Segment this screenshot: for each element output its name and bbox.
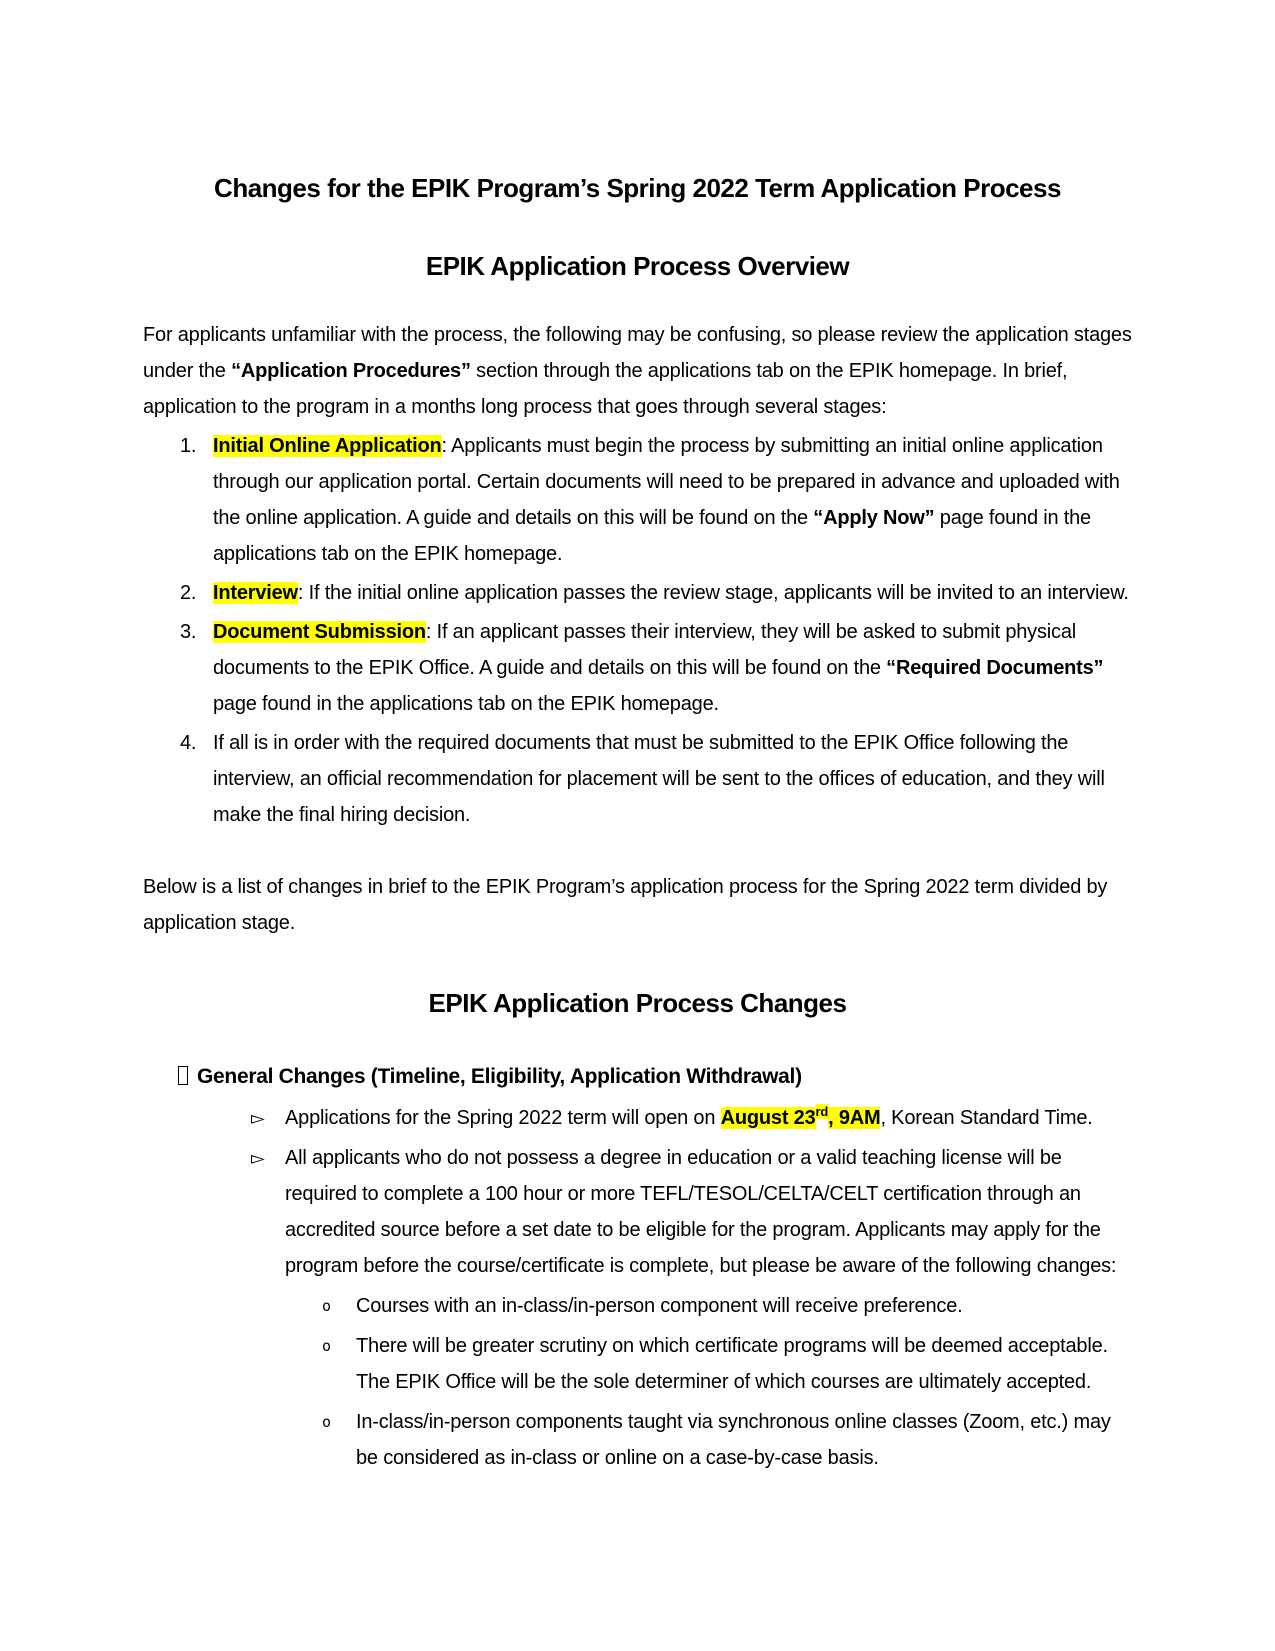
- changes-heading: EPIK Application Process Changes: [428, 988, 847, 1018]
- circle-bullet-icon: o: [322, 1413, 331, 1431]
- list-item: [143, 614, 1132, 722]
- circle-bullet-icon: o: [322, 1337, 331, 1355]
- bullet-list: [143, 1100, 1132, 1476]
- document-title: Changes for the EPIK Program’s Spring 2022 Term Application Process: [214, 173, 1061, 203]
- sub-bullet-item: [143, 1328, 1132, 1400]
- text-run: : If the initial online application passes the review stage, applicants will be invited to an interview.: [297, 582, 1129, 604]
- list-number: 3.: [180, 621, 197, 643]
- list-item: [143, 575, 1132, 611]
- list-number: 1.: [180, 435, 197, 457]
- highlighted-text: August 23: [720, 1107, 816, 1129]
- summary-paragraph: Below is a list of changes in brief to the EPIK Program’s application process for the Spring 2022 term divided by application stage.: [143, 876, 1108, 934]
- text-run: Applications for the Spring 2022 term will open on: [285, 1107, 721, 1129]
- text-run: “Application Procedures”: [231, 360, 471, 382]
- text-run: There will be greater scrutiny on which certificate programs will be deemed acceptable. The EPIK Office will be the sole determiner of which courses are ultimately accepted.: [356, 1335, 1108, 1393]
- general-changes-heading: [178, 1062, 1132, 1092]
- general-changes-heading-text: General Changes (Timeline, Eligibility, Application Withdrawal): [197, 1065, 802, 1088]
- sub-bullet-item: [143, 1404, 1132, 1476]
- text-run: page found in the applications tab on the EPIK homepage.: [213, 693, 719, 715]
- text-run: section through the applications tab on the EPIK homepage. In brief, application to the program in a months long process that goes through several stages:: [143, 360, 1068, 418]
- text-run: All applicants who do not possess a degree in education or a valid teaching license will be required to complete a 100 hour or more TEFL/TESOL/CELTA/CELT certification through an accredited source before a set date to be eligible for the program. Applicants may apply for the program before the course/certificate is complete, but please be aware of the following changes:: [285, 1147, 1117, 1277]
- bullet-item: [143, 1100, 1132, 1136]
- text-run: Courses with an in-class/in-person component will receive preference.: [356, 1295, 963, 1317]
- highlighted-text: rd: [815, 1104, 829, 1120]
- highlighted-text: Interview: [213, 582, 298, 604]
- text-run: “Required Documents”: [886, 657, 1104, 679]
- highlighted-text: Document Submission: [213, 621, 426, 643]
- text-run: For applicants unfamiliar with the process, the following may be confusing, so please review the application stages under the: [143, 324, 1132, 382]
- arrow-bullet-icon: ▻: [251, 1108, 265, 1129]
- list-item: [143, 725, 1132, 833]
- list-number: 2.: [180, 582, 197, 604]
- highlighted-text: , 9AM: [828, 1107, 881, 1129]
- highlighted-text: Initial Online Application: [213, 435, 442, 457]
- text-run: page found in the applications tab on the EPIK homepage.: [213, 507, 1091, 565]
- numbered-list: [143, 428, 1132, 833]
- sub-bullet-item: [143, 1288, 1132, 1324]
- overview-heading: EPIK Application Process Overview: [425, 251, 850, 281]
- text-run: : If an applicant passes their interview, they will be asked to submit physical documents to the EPIK Office. A guide and details on this will be found on the: [213, 621, 1076, 679]
- missing-glyph-box-icon: [178, 1066, 188, 1085]
- list-item: [143, 428, 1132, 572]
- intro-paragraph: [143, 317, 1132, 425]
- list-number: 4.: [180, 732, 197, 754]
- text-run: “Apply Now”: [813, 507, 935, 529]
- text-run: , Korean Standard Time.: [880, 1107, 1093, 1129]
- circle-bullet-icon: o: [322, 1297, 331, 1315]
- text-run: In-class/in-person components taught via synchronous online classes (Zoom, etc.) may be considered as in-class or online on a case-by-case basis.: [356, 1411, 1111, 1469]
- text-run: : Applicants must begin the process by submitting an initial online application through our application portal. Certain documents will need to be prepared in advance and uploaded with the online application. A guide and details on this will be found on the: [213, 435, 1120, 529]
- bullet-item: [143, 1140, 1132, 1284]
- arrow-bullet-icon: ▻: [251, 1148, 265, 1169]
- text-run: If all is in order with the required documents that must be submitted to the EPIK Office following the interview, an official recommendation for placement will be sent to the offices of education, and they will make the final hiring decision.: [213, 732, 1105, 826]
